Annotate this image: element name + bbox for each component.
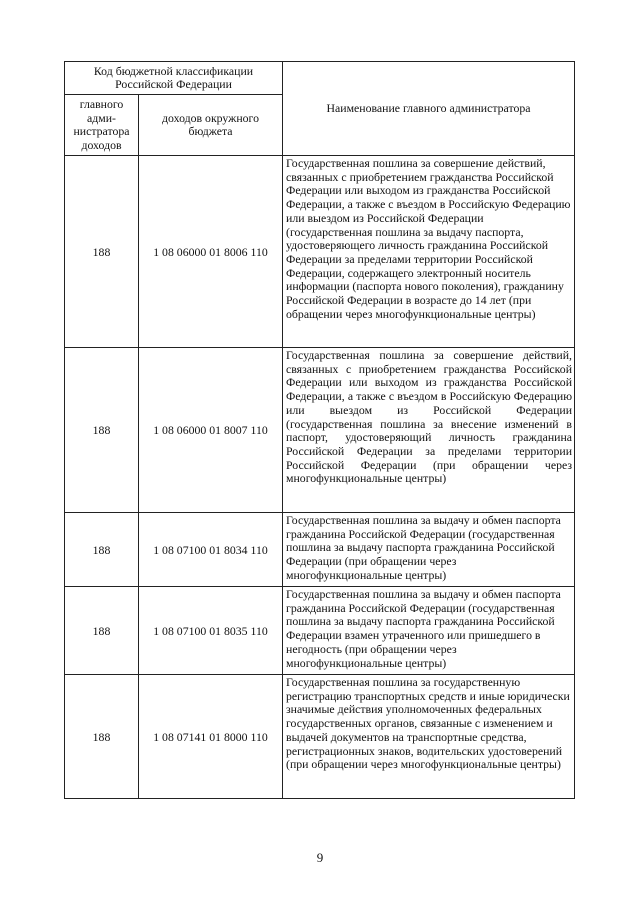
page-number: 9 xyxy=(316,850,324,865)
header-name: Наименование главного администратора xyxy=(283,62,575,156)
table-row xyxy=(65,513,575,587)
budget-code: 1 08 06000 01 8006 110 xyxy=(139,156,283,348)
income-name: Государственная пошлина за государственную регистрацию транспортных средств и иные юридически значимые действия уполномоченных федеральных государственных органов, связанные с изменением и выдачей документов на транспортные средства, регистрационных знаков, водительских удостоверений (при обращении через многофункциональные центры) xyxy=(283,675,575,799)
income-name: Государственная пошлина за выдачу и обмен паспорта гражданина Российской Федерации (государственная пошлина за выдачу паспорта гражданина Российской Федерации взамен утраченного или пришедшего в негодность (при обращении через многофункциональные центры) xyxy=(283,587,575,675)
budget-code: 1 08 07100 01 8035 110 xyxy=(139,587,283,675)
budget-classification-table xyxy=(64,61,575,799)
table-row xyxy=(65,675,575,799)
budget-code: 1 08 07141 01 8000 110 xyxy=(139,675,283,799)
income-name: Государственная пошлина за совершение действий, связанных с приобретением гражданства Российской Федерации или выходом из гражданства Российской Федерации, а также с въездом в Российскую Федерацию или выездом из Российской Федерации (государственная пошлина за внесение изменений в паспорт, удостоверяющий личность гражданина Российской Федерации за пределами территории Российской Федерации (при обращении через многофункциональные центры) xyxy=(283,348,575,513)
header-admin: главного адми-нистратора доходов xyxy=(65,95,139,156)
admin-code: 188 xyxy=(65,675,139,799)
table-row xyxy=(65,156,575,348)
header-income: доходов окружного бюджета xyxy=(139,95,283,156)
budget-code: 1 08 07100 01 8034 110 xyxy=(139,513,283,587)
table-row xyxy=(65,348,575,513)
budget-code: 1 08 06000 01 8007 110 xyxy=(139,348,283,513)
header-code-group: Код бюджетной классификации Российской Федерации xyxy=(65,62,283,95)
table-row xyxy=(65,587,575,675)
admin-code: 188 xyxy=(65,513,139,587)
income-name: Государственная пошлина за выдачу и обмен паспорта гражданина Российской Федерации (государственная пошлина за выдачу паспорта гражданина Российской Федерации (при обращении через многофункциональные центры) xyxy=(283,513,575,587)
admin-code: 188 xyxy=(65,348,139,513)
admin-code: 188 xyxy=(65,587,139,675)
admin-code: 188 xyxy=(65,156,139,348)
table-header-row xyxy=(65,62,575,95)
income-name: Государственная пошлина за совершение действий, связанных с приобретением гражданства Российской Федерации или выходом из гражданства Российской Федерации, а также с въездом в Российскую Федерацию или выездом из Российской Федерации (государственная пошлина за выдачу паспорта, удостоверяющего личность гражданина Российской Федерации за пределами территории Российской Федерации, содержащего электронный носитель информации (паспорта нового поколения), гражданину Российской Федерации в возрасте до 14 лет (при обращении через многофункциональные центры) xyxy=(283,156,575,348)
